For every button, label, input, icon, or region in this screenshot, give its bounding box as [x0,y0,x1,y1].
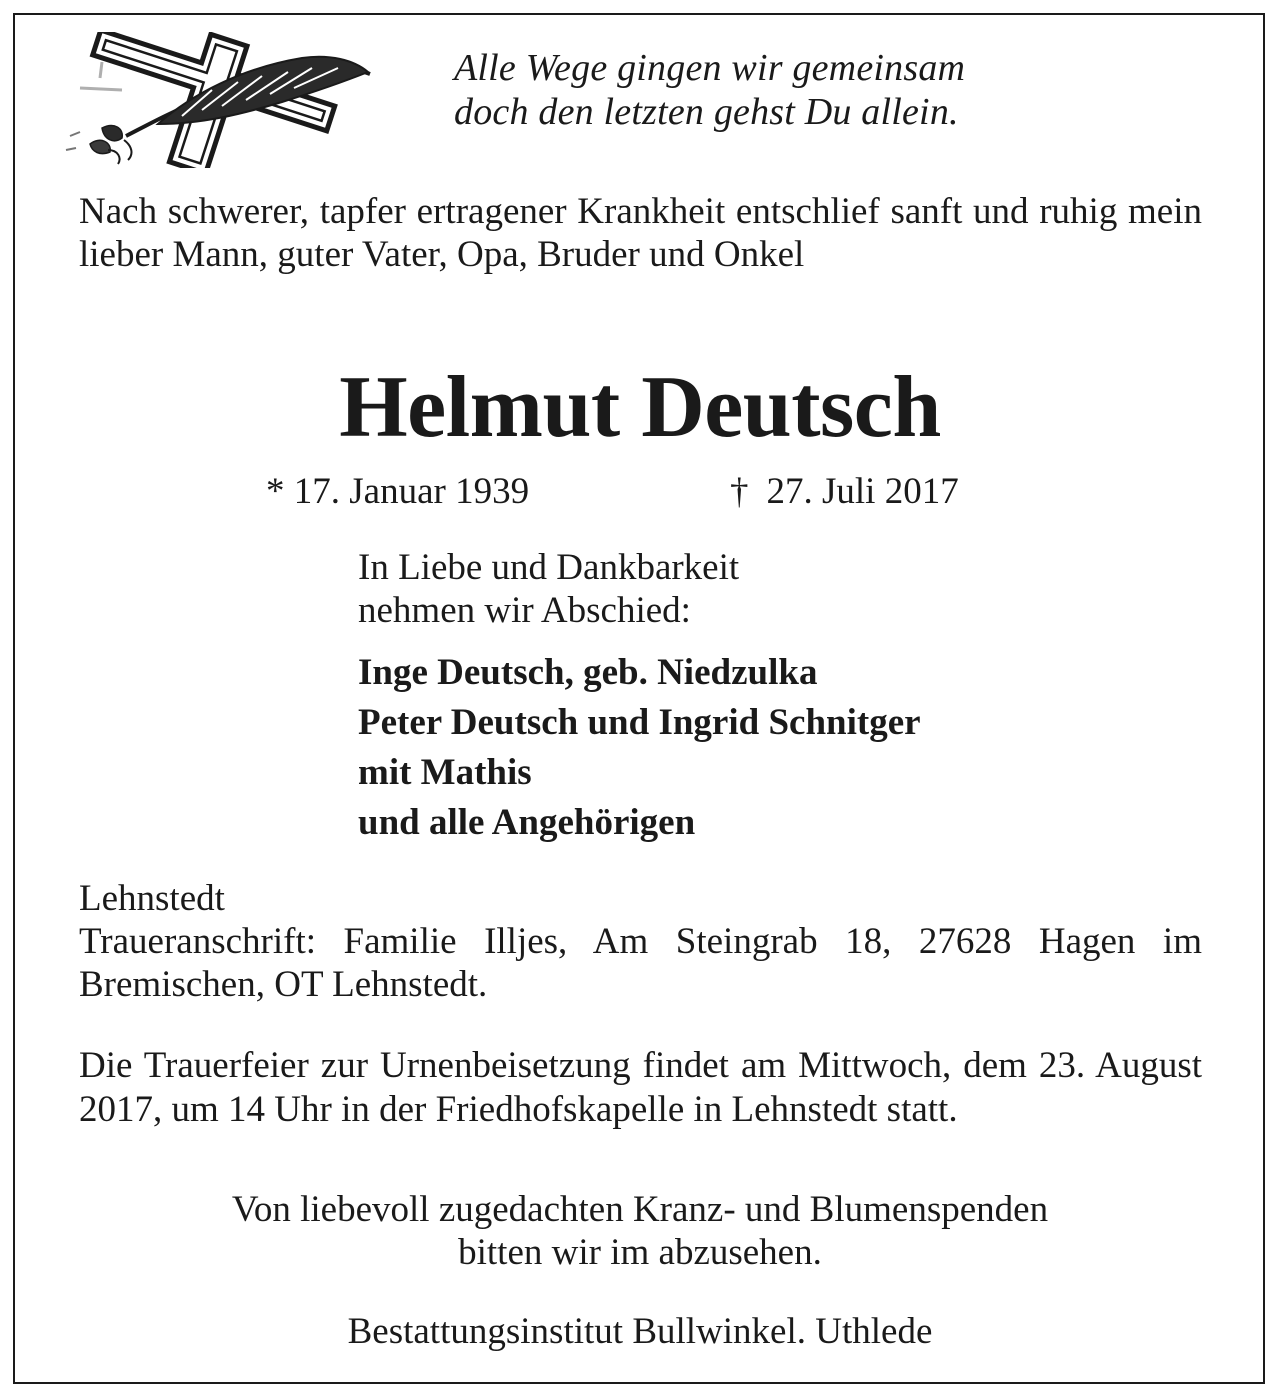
farewell-text [358,546,739,632]
farewell-line: nehmen wir Abschied: [358,590,691,631]
flowers-line: Von liebevoll zugedachten Kranz- und Blumenspenden [231,1189,1049,1230]
motto-line: doch den letzten gehst Du allein. [454,91,959,133]
intro-paragraph: Nach schwerer, tapfer ertragener Krankheit entschlief sanft und ruhig mein lieber Mann, guter Vater, Opa, Bruder und Onkel [79,191,1202,275]
birth-symbol: * [266,471,285,512]
death-date-text: 27. Juli 2017 [766,471,959,512]
flowers-request [0,1188,1280,1274]
motto-line: Alle Wege gingen wir gemeinsam [454,47,966,89]
cross-with-palm-frond-icon [62,32,374,168]
mourner-line: Peter Deutsch und Ingrid Schnitger [358,702,921,743]
deceased-name: Helmut Deutsch [339,359,941,456]
birth-date-text: 17. Januar 1939 [293,471,530,512]
motto-quote [454,46,965,134]
mourners-list [358,648,921,848]
mourner-line: und alle Angehörigen [358,802,696,843]
address-line: Traueranschrift: Familie Illjes, Am Steingrab 18, 27628 Hagen im Bremischen, OT Lehnstedt. [79,921,1202,1005]
dagger-icon: † [730,471,749,512]
flowers-line: bitten wir im abzusehen. [458,1232,822,1273]
birth-date [266,470,529,514]
funeral-service-info: Die Trauerfeier zur Urnenbeisetzung findet am Mittwoch, dem 23. August 2017, um 14 Uhr in der Friedhofskapelle in Lehnstedt statt. [79,1045,1202,1130]
undertaker-name: Bestattungsinstitut Bullwinkel. Uthlede [347,1311,933,1352]
address-place: Lehnstedt [79,878,225,919]
farewell-line: In Liebe und Dankbarkeit [358,547,740,588]
mourner-line: Inge Deutsch, geb. Niedzulka [358,652,818,693]
death-date [730,470,959,514]
mourner-line: mit Mathis [358,752,532,793]
mourning-address [79,877,1202,1006]
